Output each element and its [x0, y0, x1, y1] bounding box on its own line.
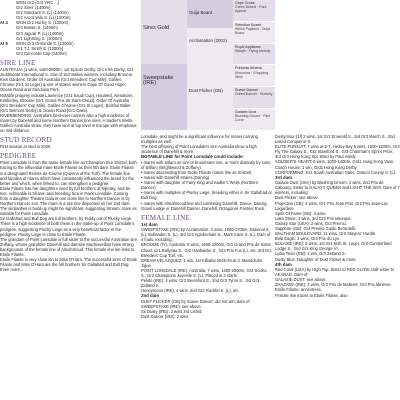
sire-sire-cell	[187, 0, 233, 28]
female-line-heading: FEMALE LINE	[141, 213, 191, 222]
notable-item: • mares with Danehill strains (Danzig)	[141, 175, 210, 181]
ancestor-parents: Green Desert · Park Appeal	[235, 5, 267, 14]
race-record-text: Gr1 Lightning S. (1000m)	[16, 35, 62, 41]
race-record-text: Gr2 Sires' (1400m)	[16, 5, 51, 11]
pedigree-paragraph: Etoile Filante is very close kin to Miss O'Hara. The successful sires of Etoile Filante and Miss O'Hara are the full brothers Sir Gallahad and Bull Dog. Even more...	[0, 257, 137, 273]
pedigree-paragraph: The grandam of Point Lonsdale is full sister to the successful Australian sire Zoffany, whose grandsire Danehill and damsire Machiavellian have strong backgrounds of the female line of Almahmoud. This female line kin-links to Etoile Filante.	[0, 236, 137, 258]
ancestor-parents: Waajib · Flying Melody	[235, 48, 271, 53]
race-record-text: Gr3 Jaguar P. (L) (1400m)	[16, 30, 64, 36]
dam-cell	[141, 64, 187, 130]
fourth-dam-item: Etoile Filante: ancestress.	[275, 287, 322, 293]
pedigree-ancestor	[233, 87, 275, 109]
dam-dam-name: Dust Flicker (GB)	[189, 88, 223, 93]
stud-record-text: First season at stud in 2025	[0, 144, 51, 150]
third-dam-item: Sapphire (GB): Gr3 Premio Guido Berardelli.	[275, 226, 356, 231]
ancestor-name: Princess Athena	[235, 66, 262, 71]
stud-record-heading: STUD RECORD	[0, 136, 52, 145]
ancestor-parents: Ahonoora · Shopping Wise	[235, 70, 269, 79]
ancestor-parents: Welsh Pageant · Ouija Board	[235, 26, 270, 36]
pedigree-ancestor	[233, 0, 275, 22]
pedigree-paragraph: Sir Gallahad and Bull Dog are full brothers, by Teddy out of Plucky Liege. There is a high incidence of both these in the make-up of Point Lonsdale's pedigree, suggesting Plucky Liege as a very beneficial factor in the pedigree. Plucky Liege is close to Etoile Filante.	[0, 216, 135, 237]
right-intro	[275, 134, 400, 175]
ancestor-parents: Blushing Groom · Red Coral	[235, 114, 270, 123]
second-dam-progeny	[141, 304, 272, 319]
ancestor-name: Suave Dancer	[235, 88, 259, 93]
fourth-dam-item: GALAXIE DUST: see above.	[275, 277, 327, 283]
notable-item: • mares descending from Etoile Filante (same line as Snitzel)	[141, 169, 252, 175]
second-dam-text: DUST FLICKER (GB) by Suave Dancer: did not win; dam of:	[141, 298, 251, 304]
pedigree-paragraph: Etoile Filante has her daughters sired by full brothers of Nijinsky, and Sir Ivor. Admirable is Sharon and breeding Sea in Point Lonsdale. Coming from a daughter Theatre Gala in one close line to Northern Dancer is by Northern Dancer son. The mare in a sire line dispersed on her 2nd dam. The similarities is build-up might be significant, suggesting Stream: mare as suitable for Point Lonsdale.	[0, 185, 137, 217]
sire-sire-name: Ouija Board	[189, 10, 213, 15]
ancestor-name: Cape Cross	[235, 1, 255, 5]
ancestor-name: Selection Board	[235, 22, 262, 27]
sire-line-paragraph: Notable progeny include Lawrence (Gr1 Saudi Cup), Haunted, Alexander, Kimberley, Broome (Gr1 Grand Prix de Saint-Cloud), Order Of Australia (Gr1 Breeders' Cup Mile), Galileo Chrome (Gr1 St Leger), Bolshoi Ballet (Gr1 Belmont Derby) & Ocean Road (Gr1 Oaks).	[0, 92, 134, 113]
sire-line-paragraph: AUSTRALIA (1 wins, 1160-2800m, 1st Epsom Derby, Gr1 Irish Derby, Gr1 Juddmonte International S. Sire of 163 stakes winners, including Broome, Kew Gardens, Order Of Australia (Gr1 Breeders' Cup Mile), Galileo Chrome (Gr1 St Leger) & sire of stakes winners Cape Of Good Hope, Ocean Road and Sandown Park.	[0, 67, 134, 93]
notable-item: • mares with Sillaro as sire or broodmare sire, or more distantly by sons of Silllaro (Brightwood & Zoffany)	[141, 159, 271, 170]
dam-sire-cell	[187, 64, 233, 130]
caption-note: Lonsdale, and might be a significant influence for mares carrying multiples as well.	[141, 134, 258, 145]
middle-column	[141, 134, 272, 319]
fourth-dam-text: Red Coral (USA) by High Top. Sister to RED GLOW. Half-sister to AKARAD. Dam of:	[275, 267, 395, 278]
race-record-list	[0, 0, 137, 56]
notable-list	[141, 160, 272, 211]
pedigree-ancestor	[233, 22, 275, 44]
third-dam-label: 3rd dam	[275, 174, 293, 180]
right-footer: Female line traces to Etoile Filante, also	[275, 292, 348, 298]
first-dam-text: SWEEPSTAKE (IRE) by Acclamation: 3 wins, 1000-1700m, National S. (L), Bolleaden S. (L). 3rd Gr3 Agrolachain S., Marit Cane S. (L). Dam of 4 foals, including:	[141, 227, 271, 243]
sire-line-paragraph: RIVERBENDING: Australia's best-ever runners also a high incidence of mares by Danehill and some Northern Dancer line sires. A Sadler's Wells-Galileo-Australia strain, they have won at top level in Europe with emphasis on mid-distance.	[0, 112, 137, 134]
sire-name: Sires Gold	[143, 25, 170, 31]
pedigree-ancestor	[233, 109, 275, 131]
ancestor-parents: Green Dancer · Suavely	[235, 92, 273, 97]
ancestor-name: Galaxie Dust	[235, 110, 257, 115]
progeny-item: BROOME (Fr), Australia: 9 wins, 1600-3200m, Gr1 Grand Prix de Saint-Cloud, Gr1 Ballysax S., Gr2 Hardwicke S., Gr3 Prix Fox (L), etc. 3rd Gr1 Breeders' Cup Turf, etc.	[141, 242, 272, 258]
right-column	[275, 134, 400, 298]
dam-name: Sweepstake (IRE)	[143, 75, 174, 86]
sire-line-heading: SIRE LINE	[0, 59, 36, 68]
pedigree-text	[0, 160, 137, 272]
progeny-item: Dust Dancer (IRE): 2 wins.	[141, 314, 190, 320]
pedigree-paragraph: Point Lonsdale is from the same female line as Champion Sire Snitzel, both tracing to the influential mare Etoile Filante as their 5th dam. Etoile Filante is a designated Reines-de-Course (Queens of the Turf). The female line and families of mares which have consistently influenced the breed for the better and which, when linked to, can strengthen a pedigree.	[0, 160, 137, 186]
pedigree-heading: PEDIGREE	[0, 152, 37, 161]
pedigree-ancestor	[233, 65, 275, 87]
pedigree-ancestor	[233, 44, 275, 66]
third-dam-item: Projection (GB): 4 wins, Gr1 Prix Jean Prat, Gr2 Prix Jean-Luc Lagardere.	[275, 200, 389, 211]
third-dam-item: Spirit Of Fame (GB): 3 wins.	[275, 210, 327, 216]
right-intro-item: SOLDIER'S HEART: 6 wins, 1000-1400m, Grd1 Hong Kong Vase.	[275, 159, 395, 165]
first-dam-progeny	[141, 242, 272, 293]
caption-note-2: The best offspring of Point Lonsdale's sire Australia show a high incidence of Danehill & more.	[141, 144, 257, 155]
third-dam-list	[275, 195, 400, 261]
third-dam-item: WALTHAM BOULEVARD: 11 wins, Gr3 Stayers' Hurdle.	[275, 231, 377, 237]
notable-line: NOTABLE LINE for Point Lonsdale could include:	[141, 154, 244, 160]
race-record-text: WON Gr2 Hurley S. (1200m)	[16, 20, 69, 26]
fourth-dam-list	[275, 277, 400, 292]
race-record-text: Gr3 Concorde Cup (1400m)	[16, 50, 67, 56]
race-age-tag: At 4	[0, 20, 8, 26]
sire-dam-name: Acclamation (2002)	[189, 38, 227, 43]
notable-item: • mares with Almahmoud line and combining Danehill, Dance, Danzig, Grand Lodge or Danehill Dancer, Danehill, Octagonal, Fastnet Rock.	[141, 200, 268, 211]
race-age-tag: At 5	[0, 40, 8, 46]
progeny-item: Pelido (IRE): 4 wins, Gr2 Beresford S., 2nd Gr2 Tyros S., 3rd Gr3 Zetland S.	[141, 278, 260, 289]
third-dam-item: Dusty Blue: Daughter of Dust Flicker & more.	[275, 256, 357, 262]
sire-dam-cell	[187, 28, 233, 64]
progeny-item: Honeymoon (IRE), 4 wins: 2nd Gr2 Rockfel S. (L), etc.	[141, 288, 240, 294]
race-record-line	[0, 51, 137, 56]
notable-item: • mares with multiples of Plucky Liege, breeding either in Sir Gallahad or Bull Dog	[141, 190, 272, 201]
race-record-text: WON Gr2 {Gr3 VRC ...}	[16, 0, 59, 5]
first-dam-label: 1st dam	[141, 221, 158, 227]
race-record-text: Gr1 T.J. Smith S. (1200m)	[16, 45, 64, 51]
second-dam-label: 2nd dam	[141, 293, 160, 299]
race-record-text: Gr3 Bowen S. (1400m)	[16, 25, 58, 31]
progeny-item: POINT LONSDALE (IRE): Australia: 7 wins, 1400-2000m, Gr2 Sciolto S., Gr2 Champions Juvenile S. (L). Placed in 3 starts.	[141, 267, 267, 278]
third-dam-item: Galaxy Star (USA): 2 wins, Gr3 Premio.	[275, 220, 347, 226]
left-column	[0, 0, 137, 272]
right-intro-item: Dustymour (1f) 2 wins, 1st Gr2 Emerald S., 3rd Gr3 March S., 2nd Listed Conqueror S.	[275, 134, 395, 145]
race-record-text: WON Gr3 Ormonde S. (1200m)	[16, 40, 74, 46]
right-intro-item: Coach House: 1 win, Grd1 Hong Kong Derby.	[275, 164, 358, 170]
third-dam-item: Bold Eagle: 2 wins, Gr3 Prix du Lys.	[275, 236, 341, 242]
third-dam-item: Lake Stone: 2 wins, 3rd Gr3 Prix Miesque.	[275, 215, 352, 221]
fourth-dam-item: ZHAZAMA (IRE): 3 wins, Gr2 Prix de Malleret, Gr3 Prix Minerve.	[275, 282, 392, 288]
race-record-text: Gr2 Ascot Vale S. (L) (1200m)	[16, 15, 71, 21]
sire-line-text	[0, 67, 137, 133]
third-dam-text: Galaxie Dust (USA) by Blushing Groom: 2 wins, 2nd Prix de Cabourg. Sister to GALAXY QUEEN and LIGHT THE WAY. Dam of 7 winners, including:	[275, 180, 400, 196]
pedigree-right-column	[233, 0, 275, 131]
third-dam-item: Dust Flicker: see above.	[275, 195, 319, 201]
third-dam-item: BULAXIE (IRE): 5 wins, 1st Gr1 Irish St. Leger, Gr2 Cumberland Lodge S., 2nd Gr1 King George VI.	[275, 241, 392, 252]
pedigree-table	[141, 0, 275, 131]
ancestor-name: Royal Applause	[235, 44, 261, 49]
notable-item: • mares with daughter of Fairy King and Sadler's Wells (Northern Dancer)	[141, 180, 259, 191]
progeny-item: Sir Dusty (IRE): 2 wins 3rd Listed.	[141, 308, 203, 314]
fourth-dam-label: 4th dam	[275, 261, 292, 267]
right-intro-item: CONFORMING: Gr1 South Australian Oaks, Ontario County S. (L).	[275, 169, 397, 175]
sire-cell	[141, 0, 187, 64]
race-record-text: Gr2 Sandown S. (L) (1400m)	[16, 10, 69, 16]
right-intro-item: ELITE PURSUIT: 7 wins at 2-7, Heavy Bay 5 wins, 1000-1200m, Gr3 Fly The Galaxy S., Gr2 Stamford S., Gr3 Chairman's Sprint Prize, 3rd Gr3 Hong Kong Spr. Bred by Paul Hardy.	[275, 144, 400, 160]
third-dam-item: Lydia Tesio (GB): 1 win, Gr3 Zetland S.	[275, 251, 346, 257]
progeny-item: SWEEPSTAKE (IRE): see above.	[141, 303, 202, 309]
progeny-item: DREAM VELAZQUEZ: 1 win, 1st Kilbaha 2025-26 at 3. Mandoluhe Jigue.	[141, 257, 263, 268]
